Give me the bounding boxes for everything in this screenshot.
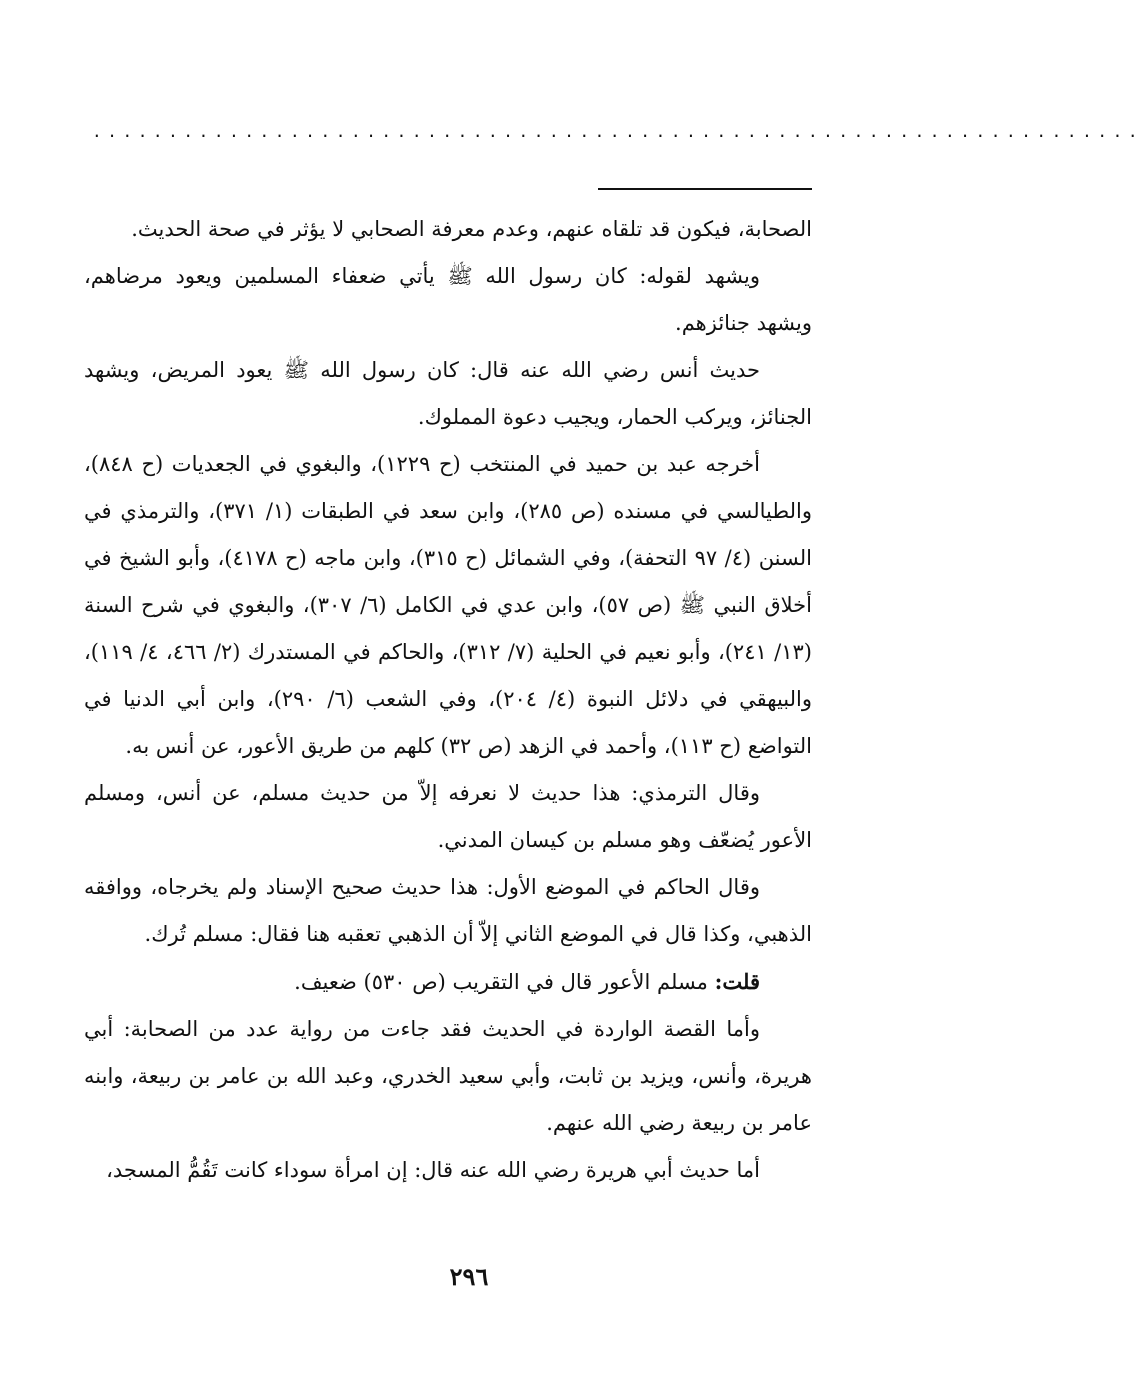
paragraph-tirmidhi: وقال الترمذي: هذا حديث لا نعرفه إلاّ من حديث مسلم، عن أنس، ومسلم الأعور يُضعّف وهو مسلم بن كيسان المدني. [84,781,812,852]
footnote-separator-rule [598,188,812,190]
paragraph-takhrij: أخرجه عبد بن حميد في المنتخب (ح ١٢٢٩)، والبغوي في الجعديات (ح ٨٤٨)، والطيالسي في مسنده (ص ٢٨٥)، وابن سعد في الطبقات (١/ ٣٧١)، والترمذي في السنن (٤/ ٩٧ التحفة)، وفي الشمائل (ح ٣١٥)، وابن ماجه (ح ٤١٧٨)، وأبو الشيخ في أخلاق النبي ﷺ (ص ٥٧)، وابن عدي في الكامل (٦/ ٣٠٧)، والبغوي في شرح السنة (١٣/ ٢٤١)، وأبو نعيم في الحلية (٧/ ٣١٢)، والحاكم في المستدرك (٢/ ٤٦٦، ٤/ ١١٩)، والبيهقي في دلائل النبوة (٤/ ٢٠٤)، وفي الشعب (٦/ ٢٩٠)، وابن أبي الدنيا في التواضع (ح ١١٣)، وأحمد في الزهد (ص ٣٢) كلهم من طريق الأعور، عن أنس به. [84,452,812,758]
paragraph-qultu [84,958,812,1006]
paragraph-continuation: الصحابة، فيكون قد تلقاه عنهم، وعدم معرفة الصحابي لا يؤثر في صحة الحديث. [131,217,812,241]
paragraph-witness: ويشهد لقوله: كان رسول الله ﷺ يأتي ضعفاء المسلمين ويعود مرضاهم، ويشهد جنائزهم. [84,264,812,335]
paragraph-abu-hurayra: أما حديث أبي هريرة رضي الله عنه قال: إن امرأة سوداء كانت تَقُمُّ المسجد، [106,1158,760,1182]
qultu-text: مسلم الأعور قال في التقريب (ص ٥٣٠) ضعيف. [294,970,715,994]
header-dotted-line: ..................................................................... [92,122,1143,141]
page-body [84,206,812,1194]
paragraph-story-narrators: وأما القصة الواردة في الحديث فقد جاءت من رواية عدد من الصحابة: أبي هريرة، وأنس، ويزيد بن ثابت، وأبي سعيد الخدري، وعبد الله بن عامر بن ربيعة، وابنه عامر بن ربيعة رضي الله عنهم. [84,1017,812,1135]
page-number: ٢٩٦ [449,1262,489,1291]
paragraph-anas-hadith: حديث أنس رضي الله عنه قال: كان رسول الله ﷺ يعود المريض، ويشهد الجنائز، ويركب الحمار، ويجيب دعوة المملوك. [84,358,812,429]
paragraph-hakim: وقال الحاكم في الموضع الأول: هذا حديث صحيح الإسناد ولم يخرجاه، ووافقه الذهبي، وكذا قال في الموضع الثاني إلاّ أن الذهبي تعقبه هنا فقال: مسلم تُرك. [84,875,812,946]
qultu-lead: قلت: [714,969,760,994]
